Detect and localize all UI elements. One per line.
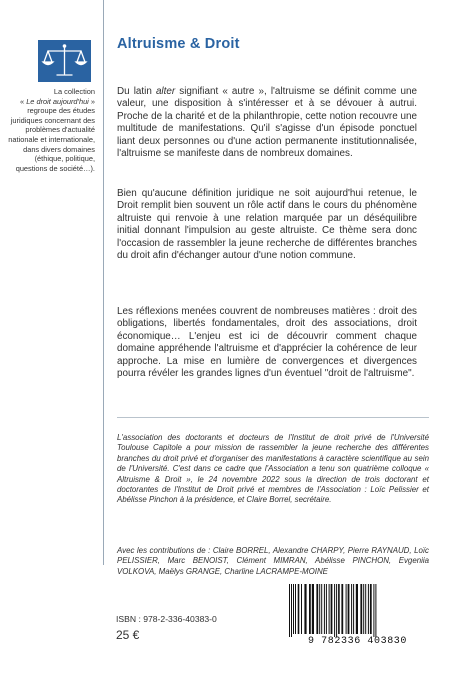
scales-of-justice-icon xyxy=(38,40,91,82)
contributions-lead: Avec les contributions de : xyxy=(117,546,213,555)
collection-line2 xyxy=(6,97,95,107)
quote-close: » xyxy=(88,96,95,106)
p4-colloque: Altruisme & Droit xyxy=(117,474,182,484)
collection-rest: regroupe des études juridiques concernant des problèmes d'actualité nationale et internationale, dans divers domaines (éthique, politique, questions de société…). xyxy=(8,106,95,173)
p4-start: L'association des doctorants et docteurs de l'Institut de droit privé de l'Université Toulouse Capitole a pour mission de rassembler la jeune recherche des différentes branches du droit privé et d'organiser des manifestations à caractère scientifique au sein de l'Université. C'est dans ce cadre que l'Association a tenu son quatrième colloque « xyxy=(117,433,429,474)
contributors-list: Claire BORREL, Alexandre CHARPY, Pierre RAYNAUD, Loïc PELISSIER, Marc BENOIST, Clément MIMRAN, Abélisse PINCHON, Evgeniia VOLKOVA, Maëlys GRANGE, Charline LACRAMPE-MOINE xyxy=(117,546,429,576)
quote-open: « xyxy=(20,96,27,106)
collection-line1: La collection xyxy=(53,87,95,96)
p4-end: », le 24 novembre 2022 sous la direction de trois doctorant et doctorantes de l'Institut de Droit privé et membres de l'Association : Loïc Pelissier et Abélisse Pinchon à la présidence, et Claire Borrel, secrétaire. xyxy=(117,474,429,505)
contributions-paragraph xyxy=(117,546,429,577)
barcode-number: 9 782336 403830 xyxy=(307,636,407,647)
collection-description xyxy=(6,87,95,173)
p1-end: signifiant « autre », l'altruisme se définit comme une valeur, une disposition à s'intéresser et à se dévouer à autrui. Proche de la charité et de la philanthropie, cette notion recouvre une multitude de manifestations. Qu'il s'agisse d'un épisode ponctuel liant deux personnes ou d'une action permanente institutionnalisée, l'altruisme se manifeste dans de nombreux domaines. xyxy=(117,86,417,160)
paragraph-2: Bien qu'aucune définition juridique ne soit aujourd'hui retenue, le Droit remplit bien souvent un rôle actif dans le cours du phénomène altruiste qui renvoie à une relation marquée par un déséquilibre initial donnant l'impulsion au geste altruiste. Ce thème sera donc l'occasion de rassembler la jeune recherche de différentes branches du droit afin d'échanger autour d'une notion commune. xyxy=(117,188,417,262)
p1-start: Du latin xyxy=(117,86,156,97)
association-paragraph xyxy=(117,433,429,506)
paragraph-3: Les réflexions menées couvrent de nombreuses matières : droit des obligations, libertés fondamentales, droit des associations, droit économique… L'enjeu est ici de découvrir comment chaque domaine appréhende l'altruisme et d'apprécier la cohérence de leur approche. La mise en lumière de convergences et divergences pourra révéler les grandes lignes d'un éventuel "droit de l'altruisme". xyxy=(117,306,417,380)
collection-name: Le droit aujourd'hui xyxy=(26,96,89,106)
vertical-divider xyxy=(103,0,104,565)
p1-alter: alter xyxy=(155,86,176,97)
barcode xyxy=(286,584,429,637)
price: 25 € xyxy=(116,628,140,642)
paragraph-1 xyxy=(117,86,417,160)
book-title: Altruisme & Droit xyxy=(117,36,240,52)
horizontal-separator xyxy=(117,417,429,418)
isbn: ISBN : 978-2-336-40383-0 xyxy=(116,614,217,624)
